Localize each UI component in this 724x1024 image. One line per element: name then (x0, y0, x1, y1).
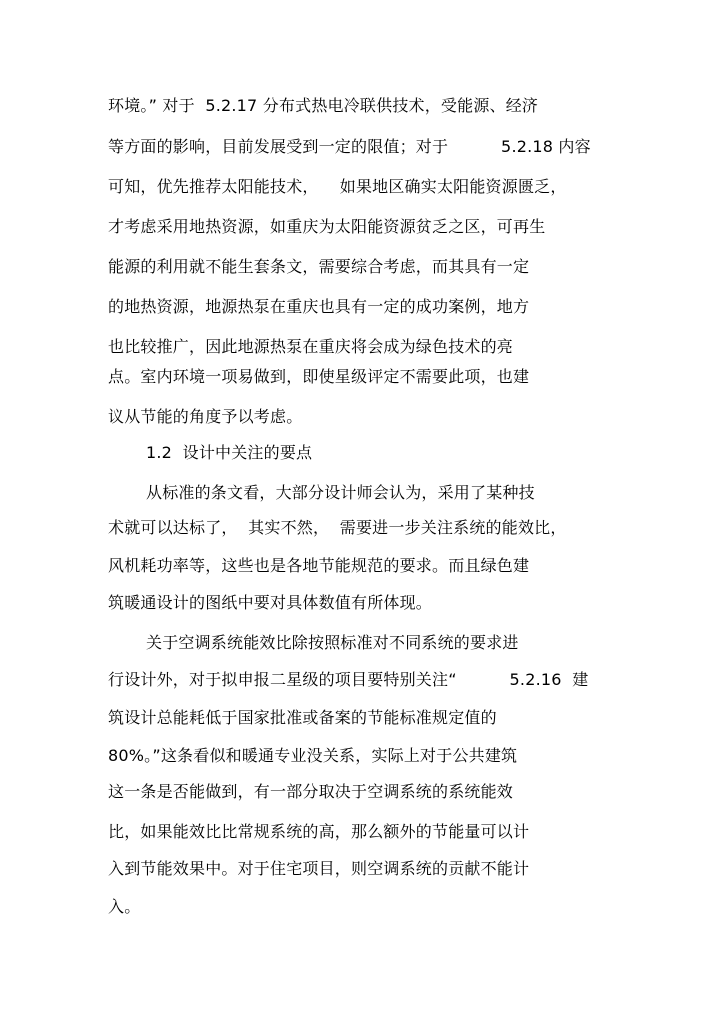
paragraph-line: 等方面的影响，目前发展受到一定的限值；对于 5.2.18 内容 (108, 137, 591, 156)
paragraph-line: 术就可以达标了， 其实不然， 需要进一步关注系统的能效比， (108, 518, 567, 537)
paragraph-line: 80%。”这条看似和暖通专业没关系，实际上对于公共建筑 (108, 746, 518, 765)
paragraph-line: 关于空调系统能效比除按照标准对不同系统的要求进 (146, 633, 519, 652)
paragraph-line: 议从节能的角度予以考虑。 (108, 407, 303, 426)
paragraph-line: 筑暖通设计的图纸中要对具体数值有所体现。 (108, 593, 433, 612)
section-heading: 1.2 设计中关注的要点 (146, 443, 313, 462)
paragraph-line: 才考虑采用地热资源，如重庆为太阳能资源贫乏之区，可再生 (108, 217, 546, 236)
paragraph-line: 行设计外，对于拟申报二星级的项目要特别关注“ 5.2.16 建 (108, 670, 589, 689)
paragraph-line: 比，如果能效比比常规系统的高，那么额外的节能量可以计 (108, 822, 530, 841)
paragraph-line: 入。 (108, 897, 141, 916)
paragraph-line: 环境。” 对于 5.2.17 分布式热电冷联供技术，受能源、经济 (108, 96, 539, 115)
paragraph-line: 的地热资源，地源热泵在重庆也具有一定的成功案例，地方 (108, 297, 530, 316)
paragraph-line: 风机耗功率等，这些也是各地节能规范的要求。而且绿色建 (108, 556, 530, 575)
paragraph-line: 能源的利用就不能生套条文，需要综合考虑，而其具有一定 (108, 257, 530, 276)
paragraph-line: 这一条是否能做到，有一部分取决于空调系统的系统能效 (108, 782, 514, 801)
paragraph-line: 从标准的条文看，大部分设计师会认为，采用了某种技 (146, 483, 535, 502)
paragraph-line: 也比较推广，因此地源热泵在重庆将会成为绿色技术的亮 (108, 337, 514, 356)
paragraph-line: 筑设计总能耗低于国家批准或备案的节能标准规定值的 (108, 708, 497, 727)
paragraph-line: 点。室内环境一项易做到，即使星级评定不需要此项，也建 (108, 367, 530, 386)
paragraph-line: 可知，优先推荐太阳能技术， 如果地区确实太阳能资源匮乏， (108, 177, 567, 196)
paragraph-line: 入到节能效果中。对于住宅项目，则空调系统的贡献不能计 (108, 859, 530, 878)
